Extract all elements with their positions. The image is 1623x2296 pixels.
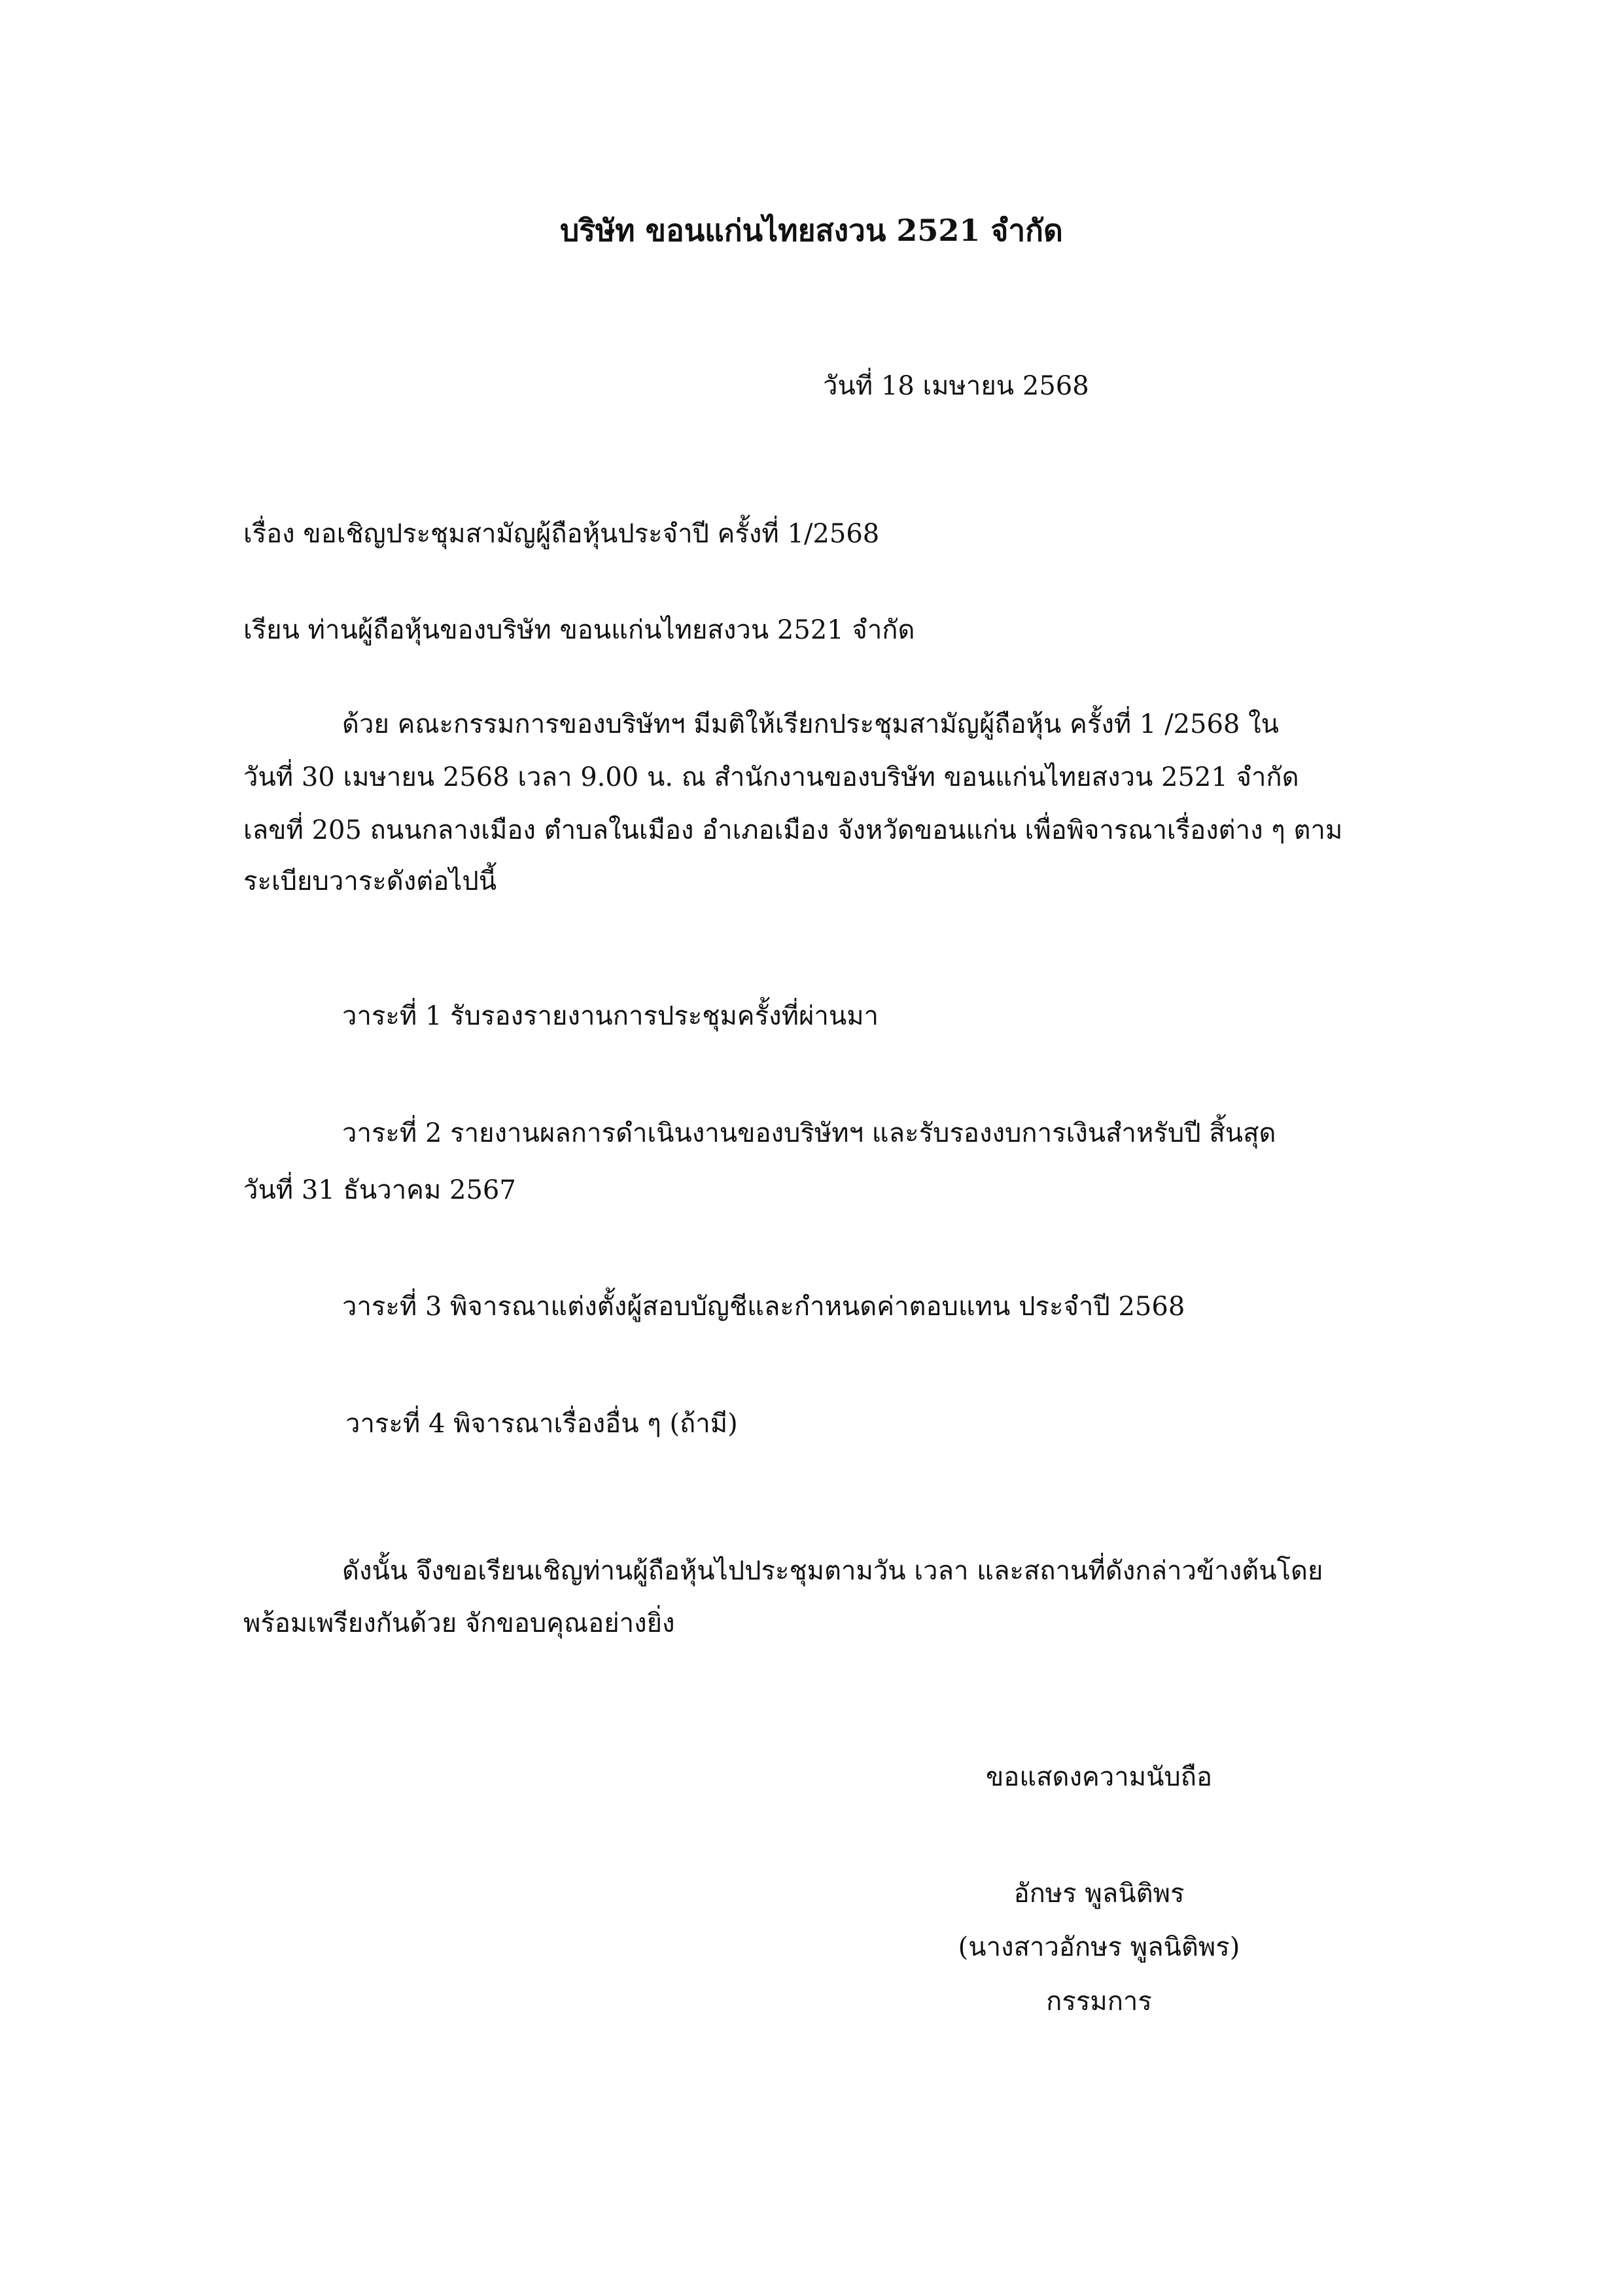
agenda-item-4: วาระที่ 4 พิจารณาเรื่องอื่น ๆ (ถ้ามี) <box>345 1409 738 1439</box>
body-line: ด้วย คณะกรรมการของบริษัทฯ มีมติให้เรียกประชุมสามัญผู้ถือหุ้น ครั้งที่ 1 /2568 ใน <box>342 709 1279 739</box>
signature-name: อักษร พูลนิติพร <box>1013 1879 1185 1909</box>
signature-position: กรรมการ <box>1046 1987 1152 2017</box>
letter-date: วันที่ 18 เมษายน 2568 <box>823 371 1089 401</box>
body-line: เลขที่ 205 ถนนกลางเมือง ตำบลในเมือง อำเภอเมือง จังหวัดขอนแก่น เพื่อพิจารณาเรื่องต่าง ๆ ตาม <box>243 815 1343 845</box>
agenda-item-2: วาระที่ 2 รายงานผลการดำเนินงานของบริษัทฯ และรับรองงบการเงินสำหรับปี สิ้นสุด <box>342 1118 1276 1148</box>
signature-regards: ขอแสดงความนับถือ <box>985 1762 1213 1792</box>
signature-full-name: (นางสาวอักษร พูลนิติพร) <box>958 1932 1240 1962</box>
letter-salutation: เรียน ท่านผู้ถือหุ้นของบริษัท ขอนแก่นไทยสงวน 2521 จำกัด <box>243 615 915 645</box>
closing-line: ดังนั้น จึงขอเรียนเชิญท่านผู้ถือหุ้นไปประชุมตามวัน เวลา และสถานที่ดังกล่าวข้างต้นโดย <box>342 1556 1323 1586</box>
company-title: บริษัท ขอนแก่นไทยสงวน 2521 จำกัด <box>560 213 1063 248</box>
closing-line: พร้อมเพรียงกันด้วย จักขอบคุณอย่างยิ่ง <box>243 1608 675 1638</box>
letter-subject: เรื่อง ขอเชิญประชุมสามัญผู้ถือหุ้นประจำปี ครั้งที่ 1/2568 <box>243 519 880 549</box>
body-line: ระเบียบวาระดังต่อไปนี้ <box>243 866 497 896</box>
agenda-item-3: วาระที่ 3 พิจารณาแต่งตั้งผู้สอบบัญชีและกำหนดค่าตอบแทน ประจำปี 2568 <box>342 1292 1185 1322</box>
agenda-item-1: วาระที่ 1 รับรองรายงานการประชุมครั้งที่ผ่านมา <box>342 1001 879 1031</box>
agenda-item-2-continued: วันที่ 31 ธันวาคม 2567 <box>243 1175 516 1205</box>
body-line: วันที่ 30 เมษายน 2568 เวลา 9.00 น. ณ สำนักงานของบริษัท ขอนแก่นไทยสงวน 2521 จำกัด <box>243 762 1299 792</box>
